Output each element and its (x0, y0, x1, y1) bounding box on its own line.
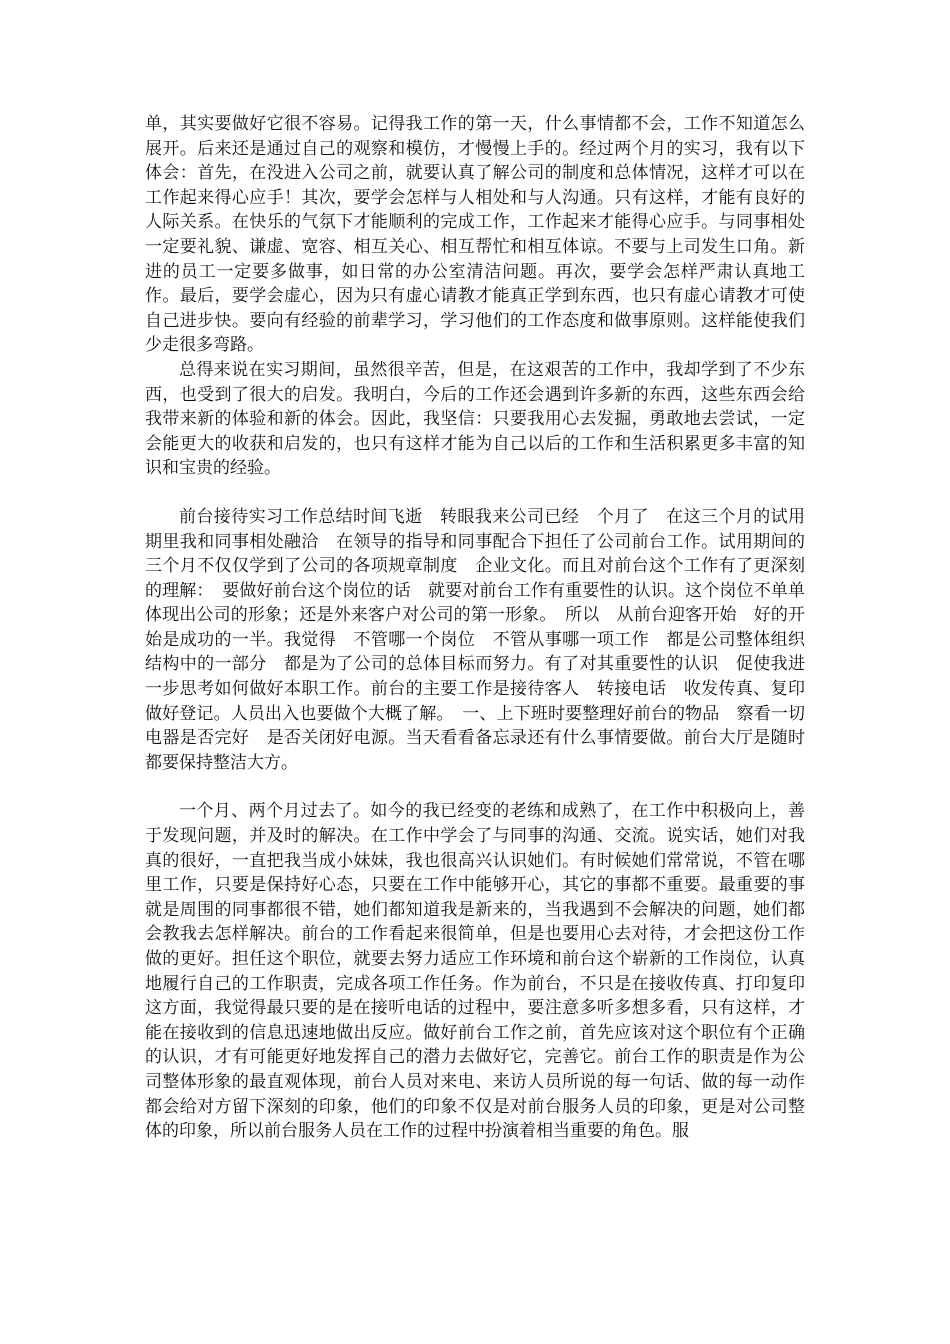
paragraph-2: 总得来说在实习期间，虽然很辛苦，但是，在这艰苦的工作中，我却学到了不少东西，也受到了很大的启发。我明白，今后的工作还会遇到许多新的东西，这些东西会给我带来新的体验和新的体会。因此，我坚信：只要我用心去发掘，勇敢地去尝试，一定会能更大的收获和启发的，也只有这样才能为自己以后的工作和生活积累更多丰富的知识和宝贵的经验。 (145, 359, 805, 479)
paragraph-4: 一个月、两个月过去了。如今的我已经变的老练和成熟了，在工作中积极向上，善于发现问题，并及时的解决。在工作中学会了与同事的沟通、交流。说实话，她们对我真的很好，一直把我当成小妹妹，我也很高兴认识她们。有时候她们常常说，不管在哪里工作，只要是保持好心态，只要在工作中能够开心，其它的事都不重要。最重要的事就是周围的同事都很不错，她们都知道我是新来的，当我遇到不会解决的问题，她们都会教我去怎样解决。前台的工作看起来很简单，但是也要用心去对待，才会把这份工作做的更好。担任这个职位，就要去努力适应工作环境和前台这个崭新的工作岗位，认真地履行自己的工作职责，完成各项工作任务。作为前台，不只是在接收传真、打印复印这方面，我觉得最只要的是在接听电话的过程中，要注意多听多想多看，只有这样，才能在接收到的信息迅速地做出反应。做好前台工作之前，首先应该对这个职位有个正确的认识，才有可能更好地发挥自己的潜力去做好它，完善它。前台工作的职责是作为公司整体形象的最直观体现，前台人员对来电、来访人员所说的每一句话、做的每一动作都会给对方留下深刻的印象，他们的印象不仅是对前台服务人员的印象，更是对公司整体的印象，所以前台服务人员在工作的过程中扮演着相当重要的角色。服 (145, 801, 805, 1142)
paragraph-3: 前台接待实习工作总结时间飞逝 转眼我来公司已经 个月了 在这三个月的试用期里我和同事相处融洽 在领导的指导和同事配合下担任了公司前台工作。试用期间的三个月不仅仅学到了公司的各项规章制度 企业文化。而且对前台这个工作有了更深刻的理解： 要做好前台这个岗位的话 就要对前台工作有重要性的认识。这个岗位不单单体现出公司的形象；还是外来客户对公司的第一形象。 所以 从前台迎客开始 好的开始是成功的一半。我觉得 不管哪一个岗位 不管从事哪一项工作 都是公司整体组织结构中的一部分 都是为了公司的总体目标而努力。有了对其重要性的认识 促使我进一步思考如何做好本职工作。前台的主要工作是接待客人 转接电话 收发传真、复印做好登记。人员出入也要做个大概了解。 一、上下班时要整理好前台的物品 察看一切电器是否完好 是否关闭好电源。当天看看备忘录还有什么事情要做。前台大厅是随时都要保持整洁大方。 (145, 506, 805, 773)
paragraph-1: 单，其实要做好它很不容易。记得我工作的第一天，什么事情都不会，工作不知道怎么展开。后来还是通过自己的观察和模仿，才慢慢上手的。经过两个月的实习，我有以下体会：首先，在没进入公司之前，就要认真了解公司的制度和总体情况，这样才可以在工作起来得心应手！其次，要学会怎样与人相处和与人沟通。只有这样，才能有良好的人际关系。在快乐的气氛下才能顺利的完成工作，工作起来才能得心应手。与同事相处一定要礼貌、谦虚、宽容、相互关心、相互帮忙和相互体谅。不要与上司发生口角。新进的员工一定要多做事，如日常的办公室清洁问题。再次，要学会怎样严肃认真地工作。最后，要学会虚心，因为只有虚心请教才能真正学到东西，也只有虚心请教才可使自己进步快。要向有经验的前辈学习，学习他们的工作态度和做事原则。这样能使我们少走很多弯路。 (145, 114, 805, 356)
document-body (145, 112, 805, 1144)
